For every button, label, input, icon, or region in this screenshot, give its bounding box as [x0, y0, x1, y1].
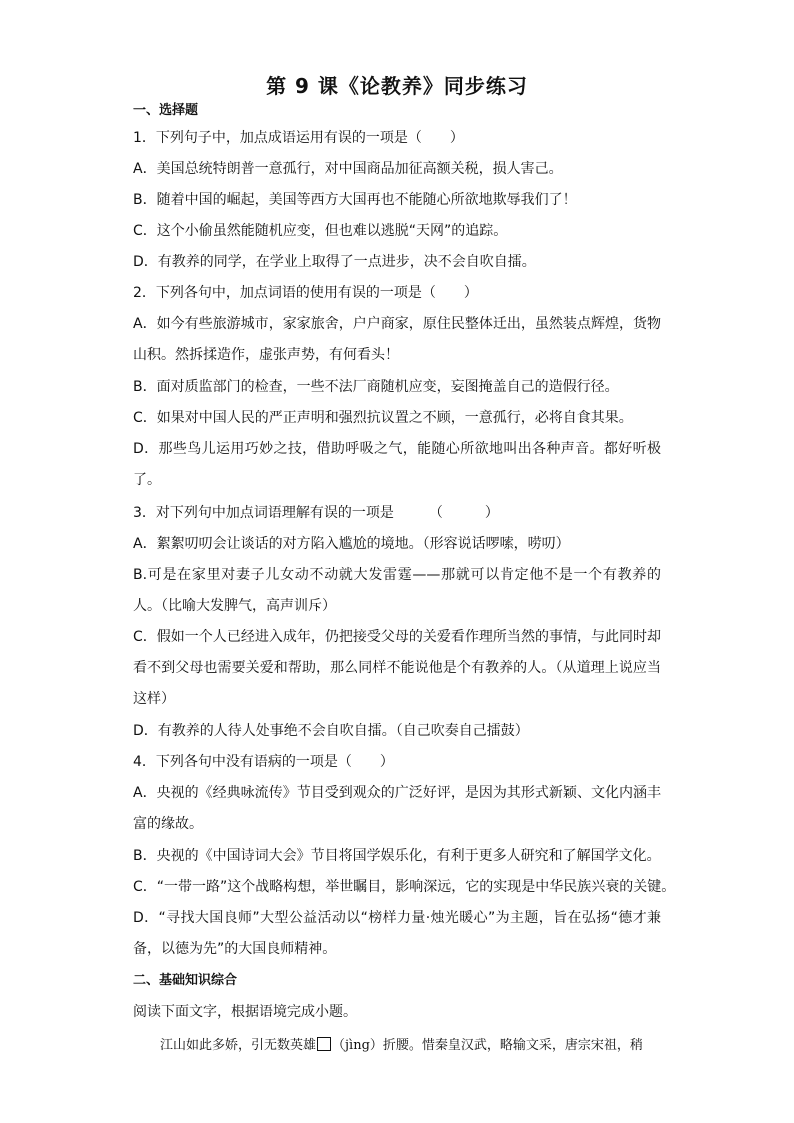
q4-option-a: A．央视的《经典咏流传》节目受到观众的广泛好评，是因为其形式新颖、文化内涵丰富的缘故。 [133, 785, 661, 832]
q3-option-b: B.可是在家里对妻子儿女动不动就大发雷霆——那就可以肯定他不是一个有教养的人。（比喻大发脾气，高声训斥） [133, 567, 661, 614]
q2-stem: 2．下列各句中，加点词语的使用有误的一项是（ ） [133, 285, 478, 301]
q2-option-a: A．如今有些旅游城市，家家旅舍，户户商家，原住民整体迁出，虽然装点辉煌，货物山积。然拆揉造作，虚张声势，有何看头！ [133, 316, 661, 363]
q3-option-a: A．絮絮叨叨会让谈话的对方陷入尴尬的境地。（形容说话啰嗦，唠叨） [133, 536, 570, 552]
section-heading-basics: 二、基础知识综合 [133, 973, 238, 988]
q1-option-b: B．随着中国的崛起，美国等西方大国再也不能随心所欲地欺辱我们了！ [133, 192, 577, 208]
blank-box [317, 1037, 331, 1051]
q4-stem: 4．下列各句中没有语病的一项是（ ） [133, 754, 394, 770]
poem-excerpt [160, 1034, 643, 1053]
q3-option-c: C．假如一个人已经进入成年，仍把接受父母的关爱看作理所当然的事情，与此同时却看不到父母也需要关爱和帮助，那么同样不能说他是个有教养的人。（从道理上说应当这样） [133, 629, 661, 707]
q2-option-b: B．面对质监部门的检查，一些不法厂商随机应变，妄图掩盖自己的造假行径。 [133, 379, 619, 395]
q2-option-d: D．那些鸟儿运用巧妙之技，借助呼吸之气，能随心所欲地叫出各种声音。都好听极了。 [133, 441, 661, 488]
q4-option-c: C．“一带一路”这个战略构想，举世瞩目，影响深远，它的实现是中华民族兴衰的关键。 [133, 879, 676, 895]
reading-instruction: 阅读下面文字，根据语境完成小题。 [133, 1004, 357, 1020]
q3-stem: 3．对下列句中加点词语理解有误的一项是 （ ） [133, 505, 499, 521]
q4-option-b: B．央视的《中国诗词大会》节目将国学娱乐化，有利于更多人研究和了解国学文化。 [133, 848, 661, 864]
q1-option-c: C．这个小偷虽然能随机应变，但也难以逃脱“天网”的追踪。 [133, 223, 508, 239]
q2-option-c: C．如果对中国人民的严正声明和强烈抗议置之不顾，一意孤行，必将自食其果。 [133, 410, 633, 426]
q1-option-a: A．美国总统特朗普一意孤行，对中国商品加征高额关税，损人害己。 [133, 161, 563, 177]
q1-option-d: D．有教养的同学，在学业上取得了一点进步，决不会自吹自擂。 [133, 254, 536, 270]
poem-text-before: 江山如此多娇，引无数英雄 [160, 1038, 317, 1053]
q4-option-d: D．“寻找大国良师”大型公益活动以“榜样力量·烛光暖心”为主题，旨在弘扬“德才兼备，以德为先”的大国良师精神。 [133, 910, 661, 957]
poem-text-after: （jìng）折腰。惜秦皇汉武，略输文采，唐宗宋祖，稍 [332, 1038, 643, 1053]
page-title: 第 9 课《论教养》同步练习 [266, 74, 528, 98]
q3-option-d: D．有教养的人待人处事绝不会自吹自擂。（自己吹奏自己擂鼓） [133, 723, 529, 739]
q1-stem: 1．下列句子中，加点成语运用有误的一项是（ ） [133, 130, 464, 146]
section-heading-choice: 一、选择题 [133, 103, 199, 118]
